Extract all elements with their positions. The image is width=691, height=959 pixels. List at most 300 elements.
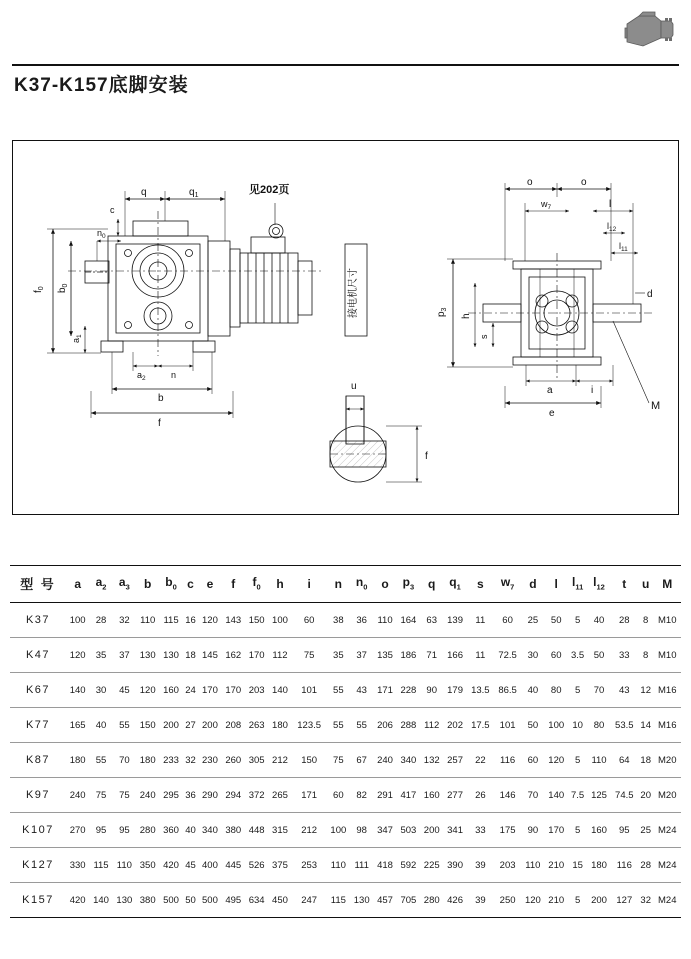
column-header-u: u bbox=[638, 566, 654, 603]
gearbox-icon bbox=[621, 8, 677, 52]
dim-label-c: c bbox=[110, 205, 115, 215]
cell-value: 186 bbox=[397, 638, 420, 673]
cell-value: 50 bbox=[545, 603, 568, 638]
table-row bbox=[10, 638, 681, 673]
page-title: K37-K157底脚安装 bbox=[14, 75, 189, 96]
cell-value: 206 bbox=[373, 708, 396, 743]
dim-label-n: n bbox=[171, 370, 177, 380]
cell-value: 101 bbox=[292, 673, 327, 708]
table-row bbox=[10, 848, 681, 883]
cell-value: 200 bbox=[198, 708, 221, 743]
cell-value: 295 bbox=[159, 778, 182, 813]
cell-value: 115 bbox=[89, 848, 112, 883]
cell-value: 503 bbox=[397, 813, 420, 848]
dim-label-p3: $p_3$ bbox=[436, 307, 448, 317]
cell-value: 5 bbox=[568, 883, 587, 918]
cell-value: 25 bbox=[638, 813, 654, 848]
cell-model: K37 bbox=[10, 603, 66, 638]
cell-value: 80 bbox=[587, 708, 610, 743]
cell-value: 22 bbox=[467, 743, 494, 778]
cell-value: 75 bbox=[89, 778, 112, 813]
cell-value: 140 bbox=[66, 673, 89, 708]
cell-value: 50 bbox=[521, 708, 544, 743]
cell-value: 125 bbox=[587, 778, 610, 813]
cell-value: 375 bbox=[268, 848, 291, 883]
cell-value: M10 bbox=[653, 638, 681, 673]
dim-label-i: i bbox=[591, 385, 594, 396]
dim-label-a1: $a_1$ bbox=[71, 334, 83, 343]
cell-value: 45 bbox=[113, 673, 136, 708]
cell-value: 50 bbox=[183, 883, 199, 918]
column-header-i: i bbox=[292, 566, 327, 603]
cell-value: 200 bbox=[420, 813, 443, 848]
cell-value: 100 bbox=[268, 603, 291, 638]
title-divider bbox=[12, 64, 679, 66]
cell-value: 418 bbox=[373, 848, 396, 883]
cell-value: 10 bbox=[568, 708, 587, 743]
cell-value: 45 bbox=[183, 848, 199, 883]
column-header-t: t bbox=[611, 566, 638, 603]
column-header-h: h bbox=[268, 566, 291, 603]
cell-value: 420 bbox=[159, 848, 182, 883]
cell-value: 64 bbox=[611, 743, 638, 778]
cell-value: 70 bbox=[587, 673, 610, 708]
cell-value: 72.5 bbox=[494, 638, 521, 673]
column-header-f0: $f_0$ bbox=[245, 566, 268, 603]
cell-value: 305 bbox=[245, 743, 268, 778]
cell-value: 16 bbox=[183, 603, 199, 638]
cell-value: 50 bbox=[587, 638, 610, 673]
cell-value: 5 bbox=[568, 673, 587, 708]
column-header-a: a bbox=[66, 566, 89, 603]
cell-value: 150 bbox=[136, 708, 159, 743]
table-row bbox=[10, 603, 681, 638]
cell-value: 100 bbox=[66, 603, 89, 638]
cell-value: 291 bbox=[373, 778, 396, 813]
note-see-page: 见202页 bbox=[249, 184, 290, 196]
cell-value: 445 bbox=[222, 848, 245, 883]
dim-label-l11: $l_{11}$ bbox=[619, 241, 628, 253]
cell-value: 179 bbox=[443, 673, 466, 708]
cell-value: 162 bbox=[222, 638, 245, 673]
cell-value: 372 bbox=[245, 778, 268, 813]
table-row bbox=[10, 883, 681, 918]
cell-value: 30 bbox=[89, 673, 112, 708]
cell-value: 18 bbox=[183, 638, 199, 673]
cell-value: 15 bbox=[568, 848, 587, 883]
column-header-l: l bbox=[545, 566, 568, 603]
cell-value: 592 bbox=[397, 848, 420, 883]
cell-value: 28 bbox=[611, 603, 638, 638]
cell-model: K47 bbox=[10, 638, 66, 673]
cell-value: 55 bbox=[350, 708, 373, 743]
cell-value: 115 bbox=[327, 883, 350, 918]
dim-label-f: f bbox=[158, 418, 161, 429]
cell-value: 139 bbox=[443, 603, 466, 638]
cell-value: 70 bbox=[521, 778, 544, 813]
cell-value: 263 bbox=[245, 708, 268, 743]
cell-value: 132 bbox=[420, 743, 443, 778]
cell-value: 380 bbox=[136, 883, 159, 918]
cell-model: K107 bbox=[10, 813, 66, 848]
dim-label-M: M bbox=[651, 400, 661, 412]
cell-value: M24 bbox=[653, 813, 681, 848]
dim-label-a: a bbox=[547, 385, 553, 396]
cell-value: 60 bbox=[327, 778, 350, 813]
dim-label-l12: $l_{12}$ bbox=[607, 221, 617, 233]
column-header-q: q bbox=[420, 566, 443, 603]
cell-value: 95 bbox=[89, 813, 112, 848]
cell-value: 120 bbox=[136, 673, 159, 708]
table-body bbox=[10, 603, 681, 918]
cell-value: 143 bbox=[222, 603, 245, 638]
cell-model: K127 bbox=[10, 848, 66, 883]
cell-value: 457 bbox=[373, 883, 396, 918]
column-header-s: s bbox=[467, 566, 494, 603]
cell-value: 33 bbox=[467, 813, 494, 848]
cell-value: 13.5 bbox=[467, 673, 494, 708]
cell-value: 116 bbox=[611, 848, 638, 883]
dim-label-f0: $f_0$ bbox=[33, 286, 45, 293]
cell-value: 112 bbox=[420, 708, 443, 743]
cell-value: M24 bbox=[653, 883, 681, 918]
cell-value: 11 bbox=[467, 638, 494, 673]
cell-value: 280 bbox=[420, 883, 443, 918]
cell-value: 100 bbox=[327, 813, 350, 848]
dim-label-w7: $w_7$ bbox=[541, 199, 552, 211]
cell-value: 5 bbox=[568, 603, 587, 638]
cell-value: 347 bbox=[373, 813, 396, 848]
cell-value: 55 bbox=[89, 743, 112, 778]
cell-value: 35 bbox=[89, 638, 112, 673]
cell-value: 180 bbox=[268, 708, 291, 743]
cell-value: 200 bbox=[159, 708, 182, 743]
dim-label-e: e bbox=[549, 408, 555, 419]
cell-value: 63 bbox=[420, 603, 443, 638]
cell-model: K87 bbox=[10, 743, 66, 778]
cell-value: M20 bbox=[653, 778, 681, 813]
cell-value: 390 bbox=[443, 848, 466, 883]
cell-value: 240 bbox=[66, 778, 89, 813]
cell-value: 175 bbox=[494, 813, 521, 848]
cell-value: 120 bbox=[66, 638, 89, 673]
cell-value: 40 bbox=[89, 708, 112, 743]
cell-value: 27 bbox=[183, 708, 199, 743]
cell-value: 115 bbox=[159, 603, 182, 638]
cell-value: 495 bbox=[222, 883, 245, 918]
cell-value: 146 bbox=[494, 778, 521, 813]
cell-value: 212 bbox=[268, 743, 291, 778]
cell-value: 634 bbox=[245, 883, 268, 918]
cell-value: 7.5 bbox=[568, 778, 587, 813]
cell-value: 74.5 bbox=[611, 778, 638, 813]
cell-value: 40 bbox=[587, 603, 610, 638]
cell-value: 75 bbox=[113, 778, 136, 813]
cell-value: M20 bbox=[653, 743, 681, 778]
cell-value: 70 bbox=[113, 743, 136, 778]
cell-value: 3.5 bbox=[568, 638, 587, 673]
cell-value: 37 bbox=[350, 638, 373, 673]
cell-value: 60 bbox=[521, 743, 544, 778]
cell-value: 180 bbox=[136, 743, 159, 778]
cell-value: 166 bbox=[443, 638, 466, 673]
cell-value: 60 bbox=[494, 603, 521, 638]
cell-value: 110 bbox=[327, 848, 350, 883]
cell-value: 340 bbox=[198, 813, 221, 848]
dim-label-h: h bbox=[461, 313, 472, 319]
cell-value: 340 bbox=[397, 743, 420, 778]
cell-value: 253 bbox=[292, 848, 327, 883]
cell-value: 40 bbox=[183, 813, 199, 848]
cell-model: K67 bbox=[10, 673, 66, 708]
cell-value: 208 bbox=[222, 708, 245, 743]
cell-value: 250 bbox=[494, 883, 521, 918]
cell-value: 120 bbox=[198, 603, 221, 638]
dimension-table-wrapper bbox=[10, 565, 681, 918]
cell-value: 36 bbox=[350, 603, 373, 638]
cell-value: 225 bbox=[420, 848, 443, 883]
dim-label-l: l bbox=[609, 199, 612, 210]
cell-value: 380 bbox=[222, 813, 245, 848]
table-header bbox=[10, 566, 681, 603]
cell-value: 38 bbox=[327, 603, 350, 638]
column-header-p3: $p_3$ bbox=[397, 566, 420, 603]
cell-value: 5 bbox=[568, 743, 587, 778]
dim-label-b0: $b_0$ bbox=[57, 283, 69, 293]
cell-value: 212 bbox=[292, 813, 327, 848]
column-header-a2: $a_2$ bbox=[89, 566, 112, 603]
cell-value: 165 bbox=[66, 708, 89, 743]
cell-value: 90 bbox=[420, 673, 443, 708]
cell-value: 150 bbox=[292, 743, 327, 778]
dim-label-f-detail: f bbox=[425, 451, 428, 462]
cell-value: 135 bbox=[373, 638, 396, 673]
cell-value: 110 bbox=[136, 603, 159, 638]
cell-value: 110 bbox=[113, 848, 136, 883]
cell-value: 230 bbox=[198, 743, 221, 778]
cell-value: 247 bbox=[292, 883, 327, 918]
cell-value: 90 bbox=[521, 813, 544, 848]
cell-value: 160 bbox=[587, 813, 610, 848]
cell-value: 43 bbox=[611, 673, 638, 708]
cell-value: 330 bbox=[66, 848, 89, 883]
cell-value: 28 bbox=[89, 603, 112, 638]
cell-value: 55 bbox=[327, 708, 350, 743]
cell-value: 228 bbox=[397, 673, 420, 708]
cell-value: 32 bbox=[113, 603, 136, 638]
cell-value: 145 bbox=[198, 638, 221, 673]
cell-value: 110 bbox=[587, 743, 610, 778]
cell-value: 60 bbox=[292, 603, 327, 638]
column-header-l11: $l_{11}$ bbox=[568, 566, 587, 603]
cell-value: 39 bbox=[467, 883, 494, 918]
cell-value: 240 bbox=[136, 778, 159, 813]
cell-value: 170 bbox=[222, 673, 245, 708]
cell-value: 39 bbox=[467, 848, 494, 883]
cell-value: 341 bbox=[443, 813, 466, 848]
cell-value: M16 bbox=[653, 708, 681, 743]
cell-value: 315 bbox=[268, 813, 291, 848]
cell-value: 180 bbox=[66, 743, 89, 778]
cell-value: 127 bbox=[611, 883, 638, 918]
cell-value: 36 bbox=[183, 778, 199, 813]
cell-value: 75 bbox=[327, 743, 350, 778]
cell-value: 116 bbox=[494, 743, 521, 778]
table-row bbox=[10, 813, 681, 848]
cell-value: 11 bbox=[467, 603, 494, 638]
cell-value: M24 bbox=[653, 848, 681, 883]
cell-value: 26 bbox=[467, 778, 494, 813]
dim-label-q: q bbox=[141, 187, 147, 198]
cell-value: 170 bbox=[198, 673, 221, 708]
cell-value: 170 bbox=[245, 638, 268, 673]
cell-value: 290 bbox=[198, 778, 221, 813]
column-header-b0: $b_0$ bbox=[159, 566, 182, 603]
cell-value: 82 bbox=[350, 778, 373, 813]
cell-value: 233 bbox=[159, 743, 182, 778]
cell-value: 288 bbox=[397, 708, 420, 743]
cell-value: 160 bbox=[159, 673, 182, 708]
cell-value: 200 bbox=[587, 883, 610, 918]
cell-value: 171 bbox=[373, 673, 396, 708]
cell-value: 260 bbox=[222, 743, 245, 778]
cell-value: 420 bbox=[66, 883, 89, 918]
column-header-c: c bbox=[183, 566, 199, 603]
cell-value: 86.5 bbox=[494, 673, 521, 708]
cell-value: 75 bbox=[292, 638, 327, 673]
cell-value: 202 bbox=[443, 708, 466, 743]
cell-model: K157 bbox=[10, 883, 66, 918]
column-header-n0: $n_0$ bbox=[350, 566, 373, 603]
cell-value: 360 bbox=[159, 813, 182, 848]
cell-value: 270 bbox=[66, 813, 89, 848]
cell-value: 55 bbox=[327, 673, 350, 708]
cell-value: 55 bbox=[113, 708, 136, 743]
table-row bbox=[10, 708, 681, 743]
cell-value: 400 bbox=[198, 848, 221, 883]
cell-value: 120 bbox=[521, 883, 544, 918]
column-header-e: e bbox=[198, 566, 221, 603]
cell-value: M10 bbox=[653, 603, 681, 638]
cell-value: 130 bbox=[159, 638, 182, 673]
cell-value: 171 bbox=[292, 778, 327, 813]
cell-value: 32 bbox=[638, 883, 654, 918]
cell-value: 60 bbox=[545, 638, 568, 673]
dim-label-o-right: o bbox=[581, 177, 587, 188]
column-header-b: b bbox=[136, 566, 159, 603]
cell-value: 277 bbox=[443, 778, 466, 813]
cell-value: 37 bbox=[113, 638, 136, 673]
cell-value: 35 bbox=[327, 638, 350, 673]
cell-value: 180 bbox=[587, 848, 610, 883]
cell-value: 160 bbox=[420, 778, 443, 813]
cell-value: 120 bbox=[545, 743, 568, 778]
cell-value: 40 bbox=[521, 673, 544, 708]
technical-drawing bbox=[12, 140, 679, 515]
table-row bbox=[10, 743, 681, 778]
column-header-q1: $q_1$ bbox=[443, 566, 466, 603]
cell-value: 17.5 bbox=[467, 708, 494, 743]
cell-value: 210 bbox=[545, 848, 568, 883]
cell-value: 12 bbox=[638, 673, 654, 708]
cell-value: 80 bbox=[545, 673, 568, 708]
cell-value: 450 bbox=[268, 883, 291, 918]
column-header-l12: $l_{12}$ bbox=[587, 566, 610, 603]
cell-value: 110 bbox=[521, 848, 544, 883]
cell-value: 24 bbox=[183, 673, 199, 708]
cell-value: 350 bbox=[136, 848, 159, 883]
column-header-model: 型 号 bbox=[10, 566, 66, 603]
column-header-d: d bbox=[521, 566, 544, 603]
dim-label-u: u bbox=[351, 381, 357, 392]
cell-value: 294 bbox=[222, 778, 245, 813]
column-header-M: M bbox=[653, 566, 681, 603]
cell-value: 33 bbox=[611, 638, 638, 673]
cell-value: 67 bbox=[350, 743, 373, 778]
dim-label-o-left: o bbox=[527, 177, 533, 188]
cell-value: 257 bbox=[443, 743, 466, 778]
cell-value: 32 bbox=[183, 743, 199, 778]
dimension-table bbox=[10, 565, 681, 918]
cell-value: 130 bbox=[136, 638, 159, 673]
column-header-f: f bbox=[222, 566, 245, 603]
cell-value: 100 bbox=[545, 708, 568, 743]
cell-value: 448 bbox=[245, 813, 268, 848]
cell-value: 705 bbox=[397, 883, 420, 918]
cell-value: 265 bbox=[268, 778, 291, 813]
cell-value: 140 bbox=[545, 778, 568, 813]
cell-value: 500 bbox=[159, 883, 182, 918]
cell-value: 95 bbox=[113, 813, 136, 848]
cell-value: 123.5 bbox=[292, 708, 327, 743]
dim-label-d: d bbox=[647, 289, 653, 300]
cell-value: 98 bbox=[350, 813, 373, 848]
dim-label-b: b bbox=[158, 393, 164, 404]
cell-value: 14 bbox=[638, 708, 654, 743]
cell-value: 164 bbox=[397, 603, 420, 638]
cell-value: 150 bbox=[245, 603, 268, 638]
cell-value: M16 bbox=[653, 673, 681, 708]
column-header-a3: $a_3$ bbox=[113, 566, 136, 603]
cell-model: K97 bbox=[10, 778, 66, 813]
cell-value: 203 bbox=[245, 673, 268, 708]
cell-value: 43 bbox=[350, 673, 373, 708]
note-motor-dimensions: 接电机尺寸 bbox=[348, 268, 359, 318]
cell-value: 18 bbox=[638, 743, 654, 778]
cell-value: 53.5 bbox=[611, 708, 638, 743]
cell-value: 111 bbox=[350, 848, 373, 883]
cell-value: 130 bbox=[350, 883, 373, 918]
cell-value: 71 bbox=[420, 638, 443, 673]
cell-model: K77 bbox=[10, 708, 66, 743]
table-row bbox=[10, 778, 681, 813]
cell-value: 417 bbox=[397, 778, 420, 813]
column-header-w7: $w_7$ bbox=[494, 566, 521, 603]
table-header-row bbox=[10, 566, 681, 603]
cell-value: 526 bbox=[245, 848, 268, 883]
cell-value: 20 bbox=[638, 778, 654, 813]
cell-value: 112 bbox=[268, 638, 291, 673]
cell-value: 28 bbox=[638, 848, 654, 883]
cell-value: 8 bbox=[638, 638, 654, 673]
cell-value: 240 bbox=[373, 743, 396, 778]
cell-value: 170 bbox=[545, 813, 568, 848]
cell-value: 426 bbox=[443, 883, 466, 918]
cell-value: 500 bbox=[198, 883, 221, 918]
cell-value: 5 bbox=[568, 813, 587, 848]
cell-value: 101 bbox=[494, 708, 521, 743]
cell-value: 30 bbox=[521, 638, 544, 673]
